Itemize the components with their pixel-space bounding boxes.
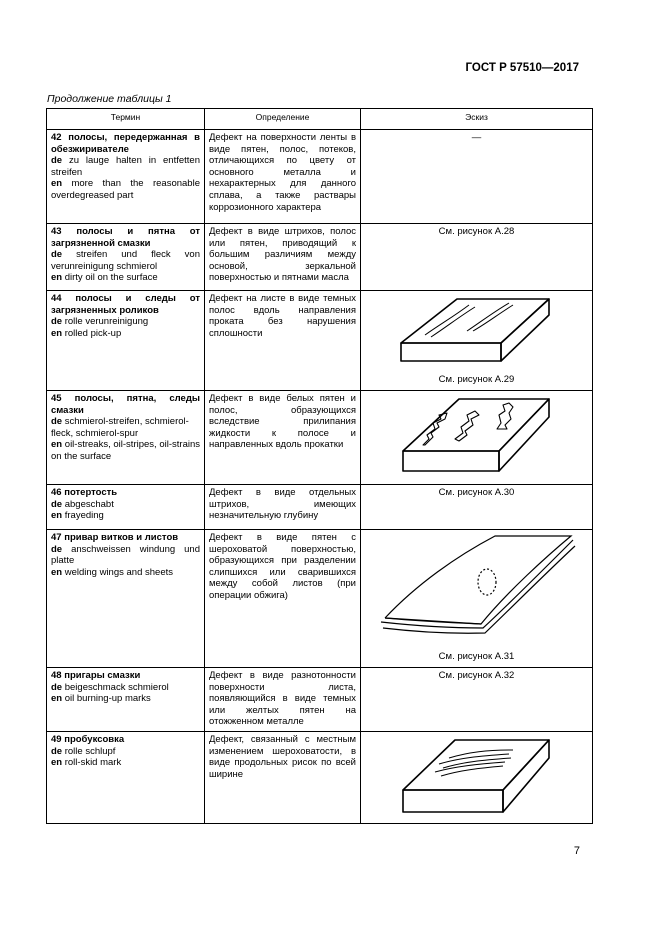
term-en-text: more than the reasonable overdegreased part: [51, 178, 200, 201]
column-header-term: Термин: [47, 109, 205, 130]
sketch-cell: [361, 732, 593, 824]
term-name: 47 привар витков и листов: [51, 532, 179, 543]
definition-cell: Дефект в виде отдельных штрихов, имеющих незначительную глубину: [205, 485, 361, 530]
lang-label-de: de: [51, 543, 63, 555]
lang-label-de: de: [51, 249, 63, 261]
lang-label-en: en: [51, 693, 63, 705]
lang-label-de: de: [51, 681, 63, 693]
definition-cell: Дефект на поверхности ленты в виде пятен, полос, потеков, отличающихся по цвету от основного металла и нехарактерных для данного сплава, а также раствары коррозионного характера: [205, 130, 361, 224]
definition-cell: Дефект в виде разнотонности поверхности листа, появляющийся в виде темных или желтых пятен на отожженном металле: [205, 668, 361, 732]
term-de-text: schmierol-streifen, schmierol-fleck, schmierol-spur: [51, 416, 189, 439]
term-en: [51, 757, 200, 769]
oil-streaks-plate-sketch: [399, 393, 555, 479]
terms-table: [46, 108, 593, 824]
term-en: [51, 510, 200, 522]
lang-label-en: en: [51, 178, 63, 190]
term-cell: [47, 391, 205, 485]
term-de: [51, 682, 200, 694]
lang-label-de: de: [51, 745, 63, 757]
term-de-text: zu lauge halten in entfetten streifen: [51, 155, 200, 178]
term-de: [51, 499, 200, 511]
sketch-cell: [361, 485, 593, 530]
table-row: [47, 668, 593, 732]
lang-label-en: en: [51, 566, 63, 578]
term-de-text: rolle schlupf: [64, 745, 116, 757]
figure-reference: См. рисунок А.29: [438, 374, 515, 386]
term-en-text: roll-skid mark: [64, 757, 122, 769]
term-de-text: abgeschabt: [64, 498, 114, 510]
term-cell: [47, 668, 205, 732]
table-continuation-caption: Продолжение таблицы 1: [47, 93, 172, 105]
term-en-text: rolled pick-up: [64, 327, 122, 339]
figure-reference: См. рисунок А.30: [438, 487, 515, 498]
definition-cell: Дефект в виде штрихов, полос или пятен, приводящий к большим различиям между основой, зеркальной поверхностью и пятнами масла: [205, 224, 361, 291]
column-header-definition: Определение: [205, 109, 361, 130]
page-number: 7: [573, 845, 580, 857]
term-en: [51, 567, 200, 579]
term-en: [51, 178, 200, 201]
term-en: [51, 328, 200, 340]
rolled-plate-sketch: [397, 293, 557, 365]
lang-label-en: en: [51, 272, 63, 284]
table-row: [47, 291, 593, 391]
term-name: 48 пригары смазки: [51, 670, 141, 681]
term-cell: [47, 530, 205, 668]
table-row: [47, 130, 593, 224]
table-header-row: [47, 109, 593, 130]
sketch-cell: [361, 130, 593, 224]
sketch-cell: [361, 391, 593, 485]
table-row: [47, 224, 593, 291]
term-en: [51, 272, 200, 284]
term-cell: [47, 224, 205, 291]
lang-label-de: de: [51, 416, 63, 428]
definition-cell: Дефект, связанный с местным изменением шероховатости, в виде продольных рисок по всей ширине: [205, 732, 361, 824]
term-en-text: dirty oil on the surface: [64, 272, 158, 284]
figure-reference: См. рисунок А.31: [438, 651, 515, 663]
term-cell: [47, 291, 205, 391]
table-row: [47, 530, 593, 668]
term-en-text: frayeding: [64, 510, 104, 522]
lang-label-de: de: [51, 498, 63, 510]
lang-label-de: de: [51, 155, 63, 167]
term-en: [51, 439, 200, 462]
definition-cell: Дефект в виде белых пятен и полос, образующихся вследствие прилипания жидкости к полосе и направленных вдоль прокатки: [205, 391, 361, 485]
lang-label-en: en: [51, 327, 63, 339]
column-header-sketch: Эскиз: [361, 109, 593, 130]
lang-label-en: en: [51, 510, 63, 522]
term-name: 49 пробуксовка: [51, 734, 125, 745]
term-en-text: welding wings and sheets: [64, 566, 173, 578]
definition-cell: Дефект на листе в виде темных полос вдоль направления проката без нарушения сплошности: [205, 291, 361, 391]
term-de-text: rolle verunreinigung: [64, 316, 149, 328]
roll-skid-plate-sketch: [399, 734, 555, 818]
table-row: [47, 391, 593, 485]
figure-reference: См. рисунок А.32: [438, 670, 515, 681]
term-cell: [47, 732, 205, 824]
term-de: [51, 746, 200, 758]
sketch-cell: [361, 530, 593, 668]
lang-label-en: en: [51, 439, 63, 451]
term-de: [51, 155, 200, 178]
standard-header: ГОСТ Р 57510—2017: [465, 62, 579, 74]
sketch-cell: [361, 291, 593, 391]
table-row: [47, 485, 593, 530]
sketch-cell: [361, 224, 593, 291]
table-row: [47, 732, 593, 824]
term-name: 44 полосы и следы от загрязненных роликов: [51, 293, 200, 316]
term-de: [51, 416, 200, 439]
term-cell: [47, 485, 205, 530]
sketch-dash: —: [471, 132, 482, 143]
term-name: 43 полосы и пятна от загрязненной смазки: [51, 226, 200, 249]
lang-label-en: en: [51, 757, 63, 769]
term-de-text: beigeschmack schmierol: [64, 681, 169, 693]
term-en-text: oil burning-up marks: [64, 693, 151, 705]
lang-label-de: de: [51, 316, 63, 328]
term-de: [51, 249, 200, 272]
sketch-cell: [361, 668, 593, 732]
term-en: [51, 693, 200, 705]
definition-cell: Дефект в виде пятен с шероховатой поверхностью, образующихся при разделении слипшихся или сварившихся между собой листов (при операции обжига): [205, 530, 361, 668]
term-de: [51, 316, 200, 328]
term-en-text: oil-streaks, oil-stripes, oil-strains on the surface: [51, 439, 200, 462]
term-cell: [47, 130, 205, 224]
term-de-text: anschweissen windung und platte: [51, 543, 200, 567]
figure-reference: См. рисунок А.28: [438, 226, 515, 237]
welded-sheets-sketch: [377, 532, 577, 636]
term-name: 45 полосы, пятна, следы смазки: [51, 393, 200, 416]
term-name: 46 потертость: [51, 487, 118, 498]
term-name: 42 полосы, передержанная в обезжиривателе: [51, 132, 200, 155]
term-de: [51, 544, 200, 567]
term-de-text: streifen und fleck von verunreinigung schmierol: [51, 249, 200, 272]
